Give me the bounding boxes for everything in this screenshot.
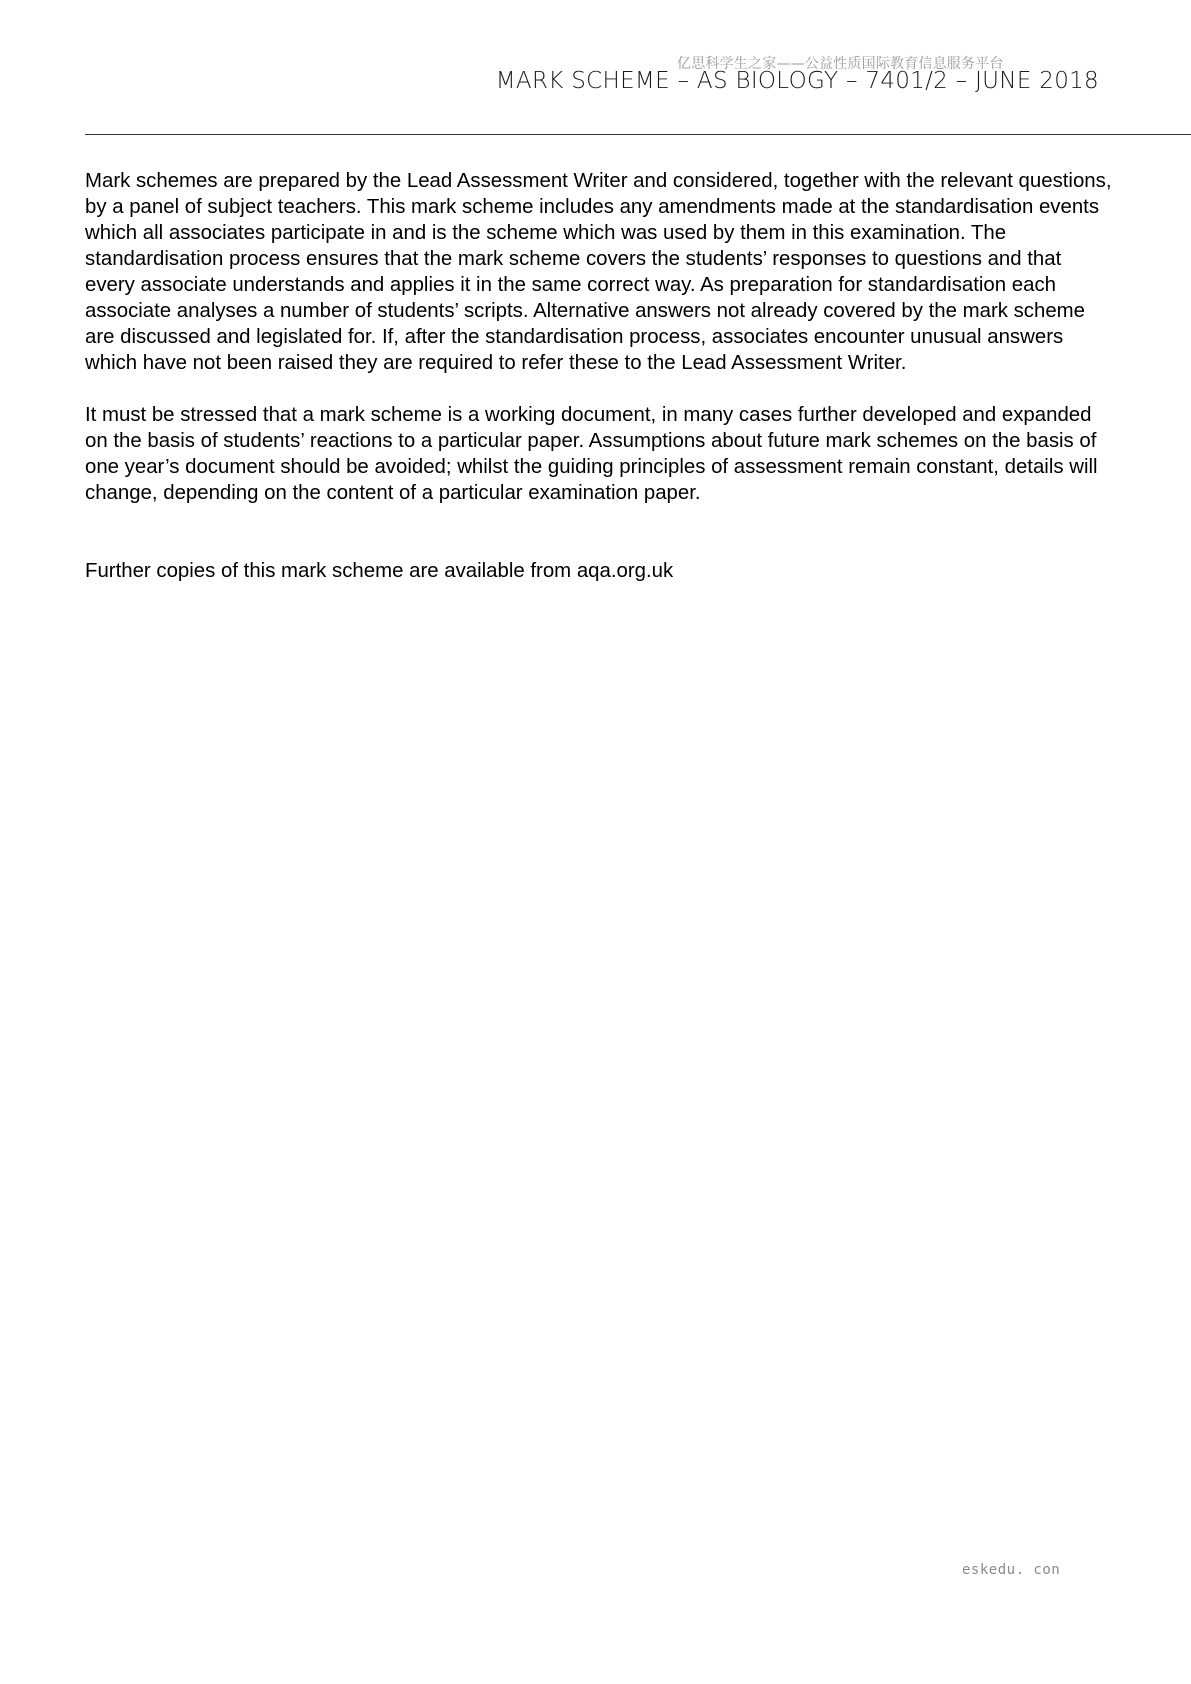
watermark-text: 亿思科学生之家——公益性质国际教育信息服务平台	[677, 56, 1004, 72]
document-header-title: MARK SCHEME – AS BIOLOGY – 7401/2 – JUNE 2018	[495, 68, 1099, 94]
paragraph-further-copies: Further copies of this mark scheme are available from aqa.org.uk	[85, 560, 674, 582]
header-divider	[85, 134, 1191, 135]
paragraph-working-document: It must be stressed that a mark scheme is a working document, in many cases further developed and expanded on the basis of students’ reactions to a particular paper. Assumptions about future mark schemes on the basis of one year’s document should be avoided; whilst the guiding principles of assessment remain constant, details will change, depending on the content of a particular examination paper.	[85, 404, 1098, 504]
document-body	[85, 168, 1115, 584]
footer-watermark: eskedu. con	[962, 1562, 1061, 1578]
paragraph-mark-scheme-preparation: Mark schemes are prepared by the Lead Assessment Writer and considered, together with the relevant questions, by a panel of subject teachers. This mark scheme includes any amendments made at the standardisation events which all associates participate in and is the scheme which was used by them in this examination. The standardisation process ensures that the mark scheme covers the students’ responses to questions and that every associate understands and applies it in the same correct way. As preparation for standardisation each associate analyses a number of students’ scripts. Alternative answers not already covered by the mark scheme are discussed and legislated for. If, after the standardisation process, associates encounter unusual answers which have not been raised they are required to refer these to the Lead Assessment Writer.	[85, 170, 1112, 374]
